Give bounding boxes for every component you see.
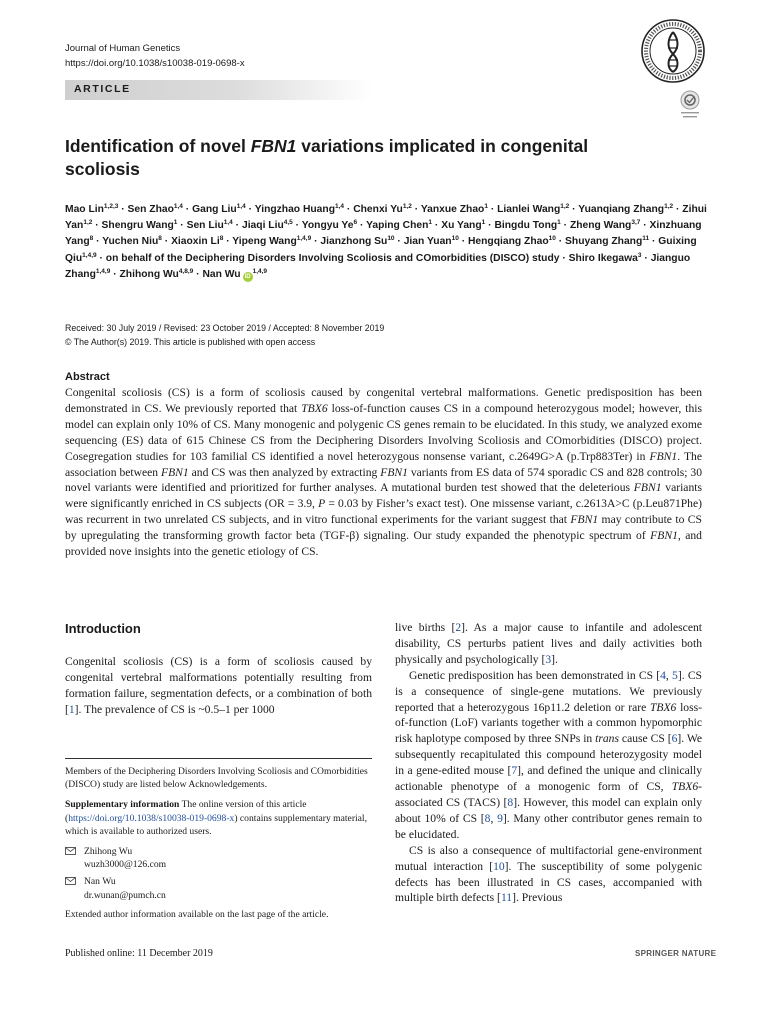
author-affiliation: 8 [158,235,162,243]
author-name[interactable]: Yongyu Ye [301,220,354,232]
author-separator: · [110,268,120,280]
author-separator: · [96,252,106,264]
author-separator: · [432,220,442,232]
text-run: may contribute to CS by upregulating the transforming growth factor beta (TGF-β) signaling. Our study expanded the phenotypic spectrum of [65,513,702,543]
author-separator: · [357,220,367,232]
contact-email[interactable]: dr.wunan@pumch.cn [84,889,166,901]
author-name[interactable]: Jiaqi Liu [241,220,284,232]
introduction-paragraph [395,668,702,843]
supplementary-label: Supplementary information [65,799,180,811]
citation-link[interactable]: 5 [672,668,678,682]
author-separator: · [193,268,203,280]
abstract-heading: Abstract [65,371,110,383]
author-separator: · [92,220,102,232]
author-affiliation: 1,4,9 [296,235,312,243]
author-name[interactable]: Mao Lin [65,204,104,215]
author-affiliation: 1,2,3 [103,203,119,210]
text-run: ]. We subsequently recapitulated this compound heterozygosity model in a gene-edited mouse [ [395,732,702,778]
footnotes [65,765,372,928]
author-affiliation: 1,4,9 [252,267,268,275]
author-name[interactable]: Shengru Wang [101,220,174,232]
text-run: ]. However, this model can explain only about 10% of CS [ [395,795,702,825]
citation-link[interactable]: 4 [660,668,666,682]
author-name[interactable]: Xinzhuang Yang [65,220,702,248]
text-run: Congenital scoliosis (CS) is a form of scoliosis caused by congenital vertebral malformations potentially resulting from formation failure, segmentation defects, or a combination of both [ [65,655,372,716]
copyright-line: © The Author(s) 2019. This article is published with open access [65,336,316,347]
author-separator: · [118,204,128,215]
author-name[interactable]: Sen Liu [186,220,224,232]
author-separator: · [485,220,495,232]
author-affiliation: 3,7 [631,219,641,227]
text-run: -associated CS (TACS) [ [395,780,702,809]
author-name[interactable]: Chenxi Yu [353,204,403,215]
author-separator: · [458,236,468,248]
author-name[interactable]: Nan Wu [202,268,241,280]
author-name[interactable]: Xu Yang [441,220,482,232]
italic-term: FBN1 [633,481,662,495]
author-separator: · [555,236,566,248]
author-separator: · [569,204,579,215]
author-affiliation: 1,4 [236,203,246,210]
article-title [65,135,665,181]
supplementary-link[interactable]: https://doi.org/10.1038/s10038-019-0698-x [68,812,235,824]
author-name[interactable]: Bingdu Tong [494,220,558,232]
author-name[interactable]: Yuanqiang Zhang [578,204,665,215]
italic-term: TBX6 [671,780,699,794]
author-name[interactable]: Jianguo Zhang [65,252,691,280]
author-separator: · [411,204,421,215]
author-name[interactable]: Shuyang Zhang [565,236,643,248]
text-run: CS is also a consequence of multifactorial gene-environment mutual interaction [ [395,843,702,873]
text-run: Genetic predisposition has been demonstrated in CS [ [409,668,661,682]
author-affiliation: 1 [173,219,178,227]
text-run: ]. The susceptibility of some polygenic defects has been illustrated in CS cases, accompanied with multiple birth defects [ [395,859,703,905]
citation-link[interactable]: 1 [68,702,75,716]
introduction-right-column [395,620,702,906]
envelope-icon [65,877,76,885]
extended-info-note: Extended author information available on the last page of the article. [65,908,329,920]
author-separator: · [161,236,172,248]
author-name[interactable]: Zhihong Wu [119,268,179,280]
journal-header [65,41,245,71]
author-affiliation: 1 [428,219,433,227]
text-run: ]. CS is a consequence of single-gene mutations. We previously reported that a heterozygous 16p11.2 deletion or rare [395,668,703,714]
text-run: , and provided nove insights into the genetic etiology of CS. [65,529,702,559]
text-run: variants were significantly enriched in CS subjects (OR = 3.9, [65,481,702,511]
author-name[interactable]: Jianzhong Su [320,236,388,248]
text-run: live births [ [395,621,456,634]
author-affiliation: 1,4 [335,203,345,210]
contact-email[interactable]: wuzh3000@126.com [84,859,167,871]
author-affiliation: 1,4 [223,219,233,227]
author-separator: · [560,220,570,232]
author-affiliation: 4,5 [283,219,293,227]
citation-link[interactable]: 2 [455,621,462,634]
author-list [65,202,710,283]
author-name[interactable]: Xiaoxin Li [171,236,220,248]
author-affiliation: 4,8,9 [178,267,194,275]
author-affiliation: 3 [637,251,642,259]
author-affiliation: 10 [548,235,556,243]
citation-link[interactable]: 8 [507,795,514,809]
text-run: ]. Previous [512,891,563,905]
author-separator: · [559,252,569,264]
doi-link[interactable]: https://doi.org/10.1038/s10038-019-0698-x [65,58,245,69]
author-name[interactable]: Yuchen Niu [102,236,159,248]
author-name[interactable]: Shiro Ikegawa [568,252,638,264]
author-separator: · [93,236,103,248]
contact-name: Nan Wu [84,876,116,888]
contact-entry [65,845,372,871]
citation-link[interactable]: 11 [500,891,513,905]
contact-name: Zhihong Wu [84,846,133,858]
author-name[interactable]: Yipeng Wang [232,236,297,248]
author-affiliation: 1 [557,219,561,227]
text-run: = 0.03 by Fisher’s exact test). One missense variant, c.2613A>C (p.Leu871Phe) was recurrent in two unrelated CS subjects, and in vitro functional experiments for the variant suggest that [65,497,702,527]
italic-term: FBN1 [161,465,189,479]
author-separator: · [641,252,651,264]
italic-term: P [318,497,326,511]
author-name[interactable]: Yaping Chen [366,220,429,232]
author-affiliation: 1,4,9 [95,267,111,275]
text-run: , [490,811,498,825]
author-name[interactable]: Yingzhao Huang [254,204,335,215]
citation-link[interactable]: 8 [484,811,491,825]
text-run: cause CS [ [619,732,672,746]
published-date: Published online: 11 December 2019 [65,948,213,959]
author-name[interactable]: Gang Liu [192,204,237,215]
italic-term: TBX6 [301,401,328,415]
text-run: variants from ES data of 574 sporadic CS and 828 controls; 30 novel variants were identified and prioritized for further analyses. A mutational burden test showed that the deleterious [65,465,702,495]
introduction-paragraph [395,843,702,907]
check-for-updates-icon[interactable] [673,88,707,122]
citation-link[interactable]: 7 [511,764,518,778]
author-affiliation: 6 [353,219,358,227]
society-seal-icon [640,18,706,84]
text-run: ]. The prevalence of CS is ~0.5–1 per 1000 [74,702,275,716]
text-run: ]. Many other contributor genes remain to be elucidated. [395,811,703,841]
author-affiliation: 1,2 [560,203,570,210]
text-run: ]. [551,652,558,666]
citation-link[interactable]: 10 [493,859,505,873]
italic-term: FBN1 [650,529,678,543]
disco-members-note: Members of the Deciphering Disorders Involving Scoliosis and COmorbidities (DISCO) study are listed below Acknowledgements. [65,766,368,791]
author-affiliation: 1,2 [83,219,93,227]
title-gene: FBN1 [250,136,297,156]
journal-name: Journal of Human Genetics [65,43,181,54]
author-separator: · [223,236,233,248]
author-affiliation: 1 [481,219,486,227]
publisher-logo: SPRINGER NATURE [635,949,717,958]
italic-term: FBN1 [570,513,599,527]
author-affiliation: 1,2 [664,203,674,210]
author-name[interactable]: Hengqiang Zhao [467,236,549,248]
article-type-label: ARTICLE [74,83,131,95]
text-run: loss-of-function causes CS in a compound heterozygous model; however, this model can explain only 10% of CS. Many monogenic and polygenic CS genes remain to be elucidated. In this study, we analyzed exome sequencing (ES) data of 615 Chinese CS from the Deciphering Disorders Involving Scoliosis and COmorbidities (DISCO) project. Cosegregation studies for 103 familial CS identified a novel heterozygous nonsense variant, c.2649G>A (p.Trp883Ter) in [65,401,703,463]
envelope-icon [65,847,76,855]
author-name[interactable]: Zihui Yan [65,204,707,232]
author-separator: · [344,204,354,215]
italic-term: FBN1 [380,465,408,479]
citation-link[interactable]: 3 [545,652,552,666]
citation-link[interactable]: 9 [497,811,503,825]
introduction-heading: Introduction [65,621,141,636]
author-affiliation: 10 [387,235,395,243]
author-separator: · [394,236,404,248]
author-separator: · [177,220,187,232]
author-separator: · [232,220,242,232]
italic-term: TBX6 [649,700,677,714]
contact-entry [65,875,372,901]
footnote-divider [65,758,372,759]
supplementary-note: Supplementary information The online version of this article (https://doi.org/10.1038/s10038-019-0698-x) contains supplementary material, which is available to authorized users. [65,799,367,837]
text-run: . The association between [65,449,702,479]
author-affiliation: 8 [89,235,94,243]
author-separator: · [673,204,683,215]
author-separator: · [245,204,255,215]
author-name[interactable]: Sen Zhao [127,204,174,215]
author-name[interactable]: Lianlei Wang [497,204,561,215]
author-separator: · [311,236,321,248]
author-affiliation: 11 [642,235,650,243]
citation-link[interactable]: 6 [671,732,678,746]
author-separator: · [649,236,659,248]
author-separator: · [640,220,650,232]
abstract-body [65,385,702,560]
received-dates: Received: 30 July 2019 / Revised: 23 October 2019 / Accepted: 8 November 2019 [65,323,385,333]
article-dates [65,322,384,349]
corresponding-authors [65,845,372,902]
orcid-icon[interactable]: iD [244,273,251,280]
author-affiliation: 1,4,9 [82,251,97,259]
author-affiliation: 8 [219,235,224,243]
text-run: ]. As a major cause to infantile and adolescent disability, CS perturbs patient lives and daily activities both physically and psychologically [ [395,621,702,666]
text-run: Congenital scoliosis (CS) is a form of scoliosis caused by congenital vertebral malformations. Genetic predisposition has been demonstrated in CS. We previously reported that [65,386,702,415]
author-affiliation: 10 [451,235,459,243]
author-separator: · [182,204,193,215]
introduction-paragraph [395,620,702,668]
title-prefix: Identification of novel [65,136,251,156]
author-separator: · [487,204,498,215]
italic-term: trans [595,732,619,746]
author-name[interactable]: Jian Yuan [403,236,452,248]
author-name[interactable]: on behalf of the Deciphering Disorders Involving Scoliosis and COmorbidities (DISCO) study [105,252,560,264]
text-run: and CS was then analyzed by extracting [188,465,381,479]
author-affiliation: 1 [484,203,488,210]
text-run: ], and defined the unique and clinically actionable phenotype of a monogenic form of CS, [395,764,702,794]
text-run: , [665,668,673,682]
text-run: loss-of-function (LoF) variants together with a common hypomorphic risk haplotype composed by three SNPs in [395,700,702,746]
introduction-left-column [65,654,372,718]
author-name[interactable]: Guixing Qiu [65,236,697,264]
author-name[interactable]: Zheng Wang [569,220,632,232]
author-affiliation: 1,2 [402,203,412,210]
author-separator: · [292,220,302,232]
author-affiliation: 1,4 [173,203,183,210]
italic-term: FBN1 [649,449,678,463]
author-name[interactable]: Yanxue Zhao [420,204,485,215]
title-suffix: variations implicated in congenital scoliosis [65,136,589,179]
